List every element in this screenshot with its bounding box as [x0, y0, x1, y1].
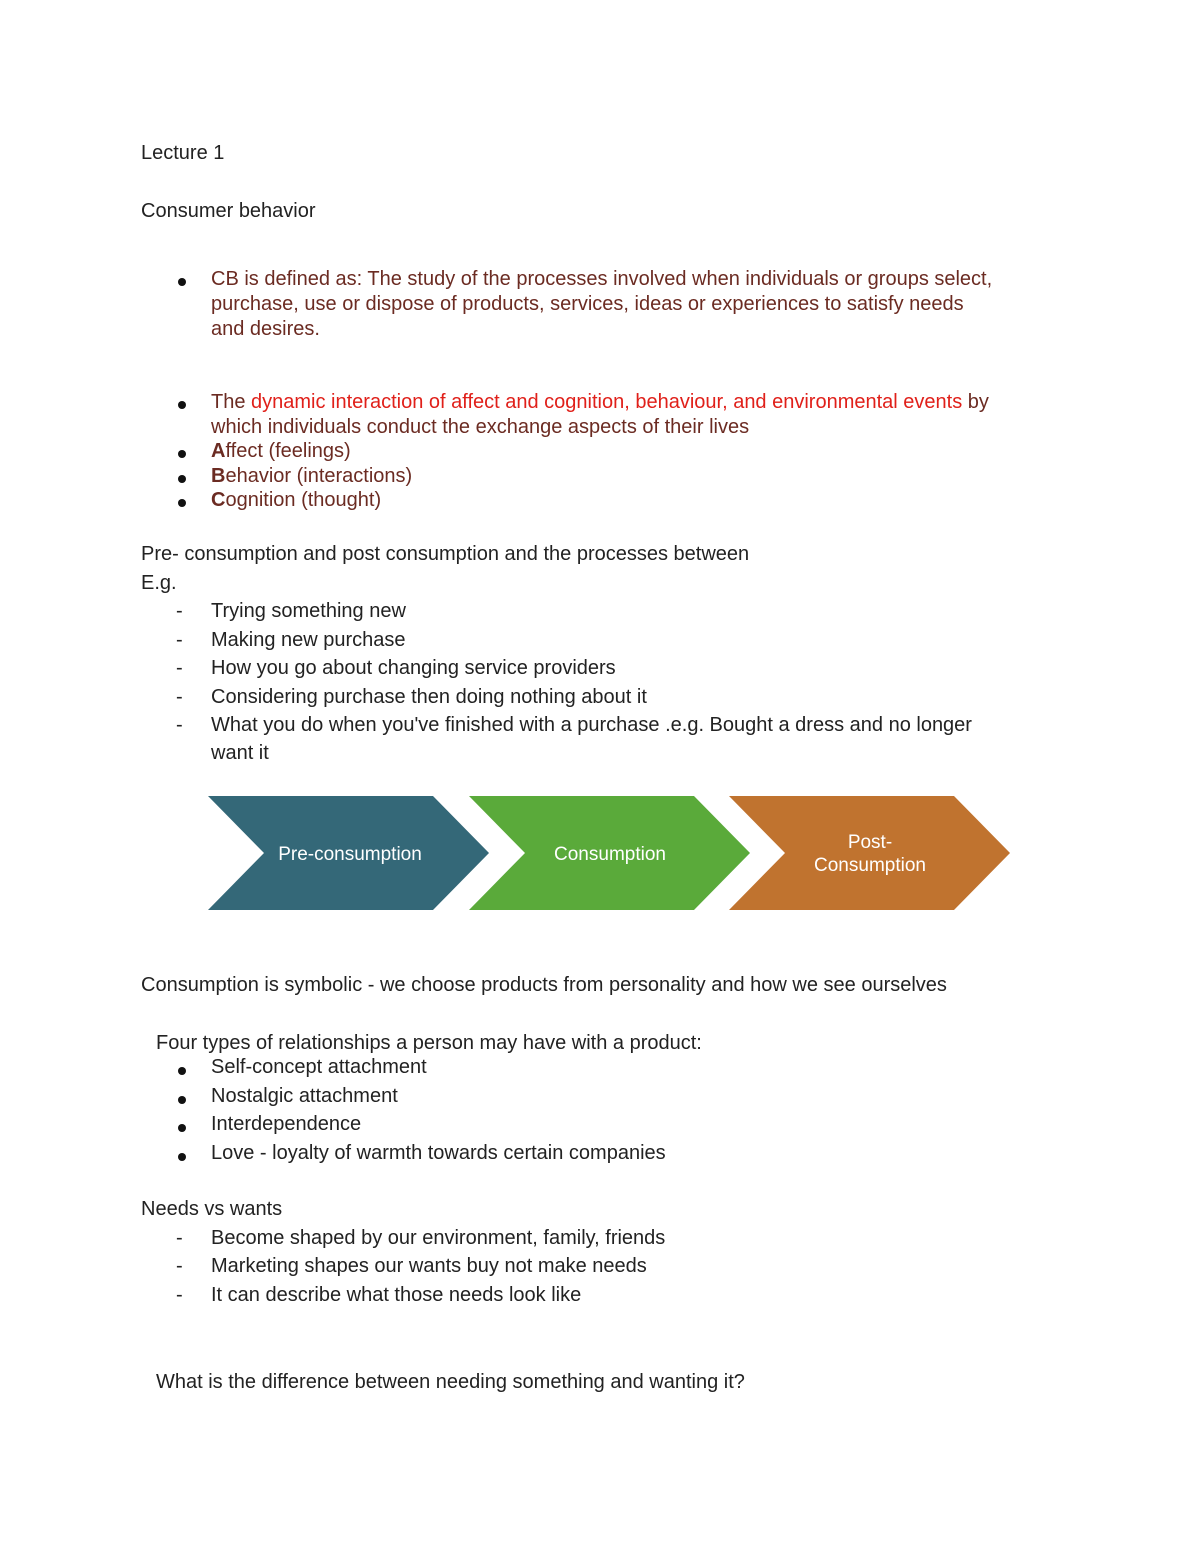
bullet-dot — [178, 1067, 186, 1075]
dash-marker: - — [176, 1255, 183, 1277]
stage-label: Consumption — [554, 844, 666, 865]
bullet-dot — [178, 1096, 186, 1104]
abc-item-cognition — [211, 488, 381, 513]
dash-marker: - — [176, 714, 183, 736]
abc-letter: C — [211, 489, 226, 511]
section-heading: Pre- consumption and post consumption and the processes between — [141, 543, 750, 565]
dynamic-line-1 — [211, 390, 989, 415]
list-item: Become shaped by our environment, family, friends — [211, 1227, 666, 1249]
section-heading: Consumer behavior — [141, 200, 316, 222]
paragraph: Consumption is symbolic - we choose products from personality and how we see ourselves — [141, 974, 947, 996]
list-item: Making new purchase — [211, 629, 406, 651]
stage-pre-consumption — [208, 796, 489, 910]
list-item: Nostalgic attachment — [211, 1085, 398, 1107]
list-item: Considering purchase then doing nothing about it — [211, 686, 647, 708]
list-item: What you do when you've finished with a purchase .e.g. Bought a dress and no longer — [211, 714, 972, 736]
eg-label: E.g. — [141, 572, 177, 594]
bullet-dot — [178, 450, 186, 458]
dynamic-line-2: which individuals conduct the exchange aspects of their lives — [211, 416, 750, 438]
abc-item-affect — [211, 439, 351, 464]
list-item: Love - loyalty of warmth towards certain companies — [211, 1142, 666, 1164]
bullet-dot — [178, 401, 186, 409]
list-item: Self-concept attachment — [211, 1056, 427, 1078]
definition-line-3: and desires. — [211, 318, 320, 340]
process-diagram — [200, 790, 1020, 920]
stage-post-consumption — [729, 796, 1010, 910]
dynamic-prefix: The — [211, 391, 252, 413]
definition-line-1: CB is defined as: The study of the processes involved when individuals or groups select, — [211, 268, 993, 290]
abc-letter: B — [211, 465, 226, 487]
list-item: Marketing shapes our wants buy not make needs — [211, 1255, 647, 1277]
stage-label: Pre-consumption — [278, 844, 422, 865]
abc-letter: A — [211, 440, 226, 462]
section-heading: Needs vs wants — [141, 1198, 283, 1220]
list-item: How you go about changing service providers — [211, 657, 616, 679]
bullet-dot — [178, 278, 186, 286]
dash-marker: - — [176, 629, 183, 651]
definition-line-2: purchase, use or dispose of products, services, ideas or experiences to satisfy needs — [211, 293, 964, 315]
list-item: Trying something new — [211, 600, 406, 622]
abc-rest: ehavior (interactions) — [225, 465, 413, 487]
list-item-continuation: want it — [211, 742, 269, 764]
abc-rest: ffect (feelings) — [225, 440, 351, 462]
bullet-dot — [178, 1153, 186, 1161]
page-title: Lecture 1 — [141, 142, 225, 164]
abc-item-behavior — [211, 464, 412, 489]
question: What is the difference between needing something and wanting it? — [156, 1371, 745, 1393]
list-item: Interdependence — [211, 1113, 362, 1135]
dash-marker: - — [176, 1227, 183, 1249]
bullet-dot — [178, 475, 186, 483]
abc-rest: ognition (thought) — [225, 489, 382, 511]
dash-marker: - — [176, 600, 183, 622]
dash-marker: - — [176, 657, 183, 679]
chevron-shape — [729, 796, 1010, 910]
bullet-dot — [178, 1124, 186, 1132]
bullet-dot — [178, 499, 186, 507]
dash-marker: - — [176, 686, 183, 708]
section-heading: Four types of relationships a person may have with a product: — [156, 1032, 702, 1054]
dash-marker: - — [176, 1284, 183, 1306]
stage-label: Consumption — [814, 855, 926, 876]
stage-label: Post- — [847, 832, 893, 853]
stage-consumption — [469, 796, 750, 910]
dynamic-highlight: dynamic interaction of affect and cognition, behaviour, and environmental events — [251, 391, 963, 413]
list-item: It can describe what those needs look like — [211, 1284, 582, 1306]
dynamic-suffix: by — [962, 391, 989, 413]
